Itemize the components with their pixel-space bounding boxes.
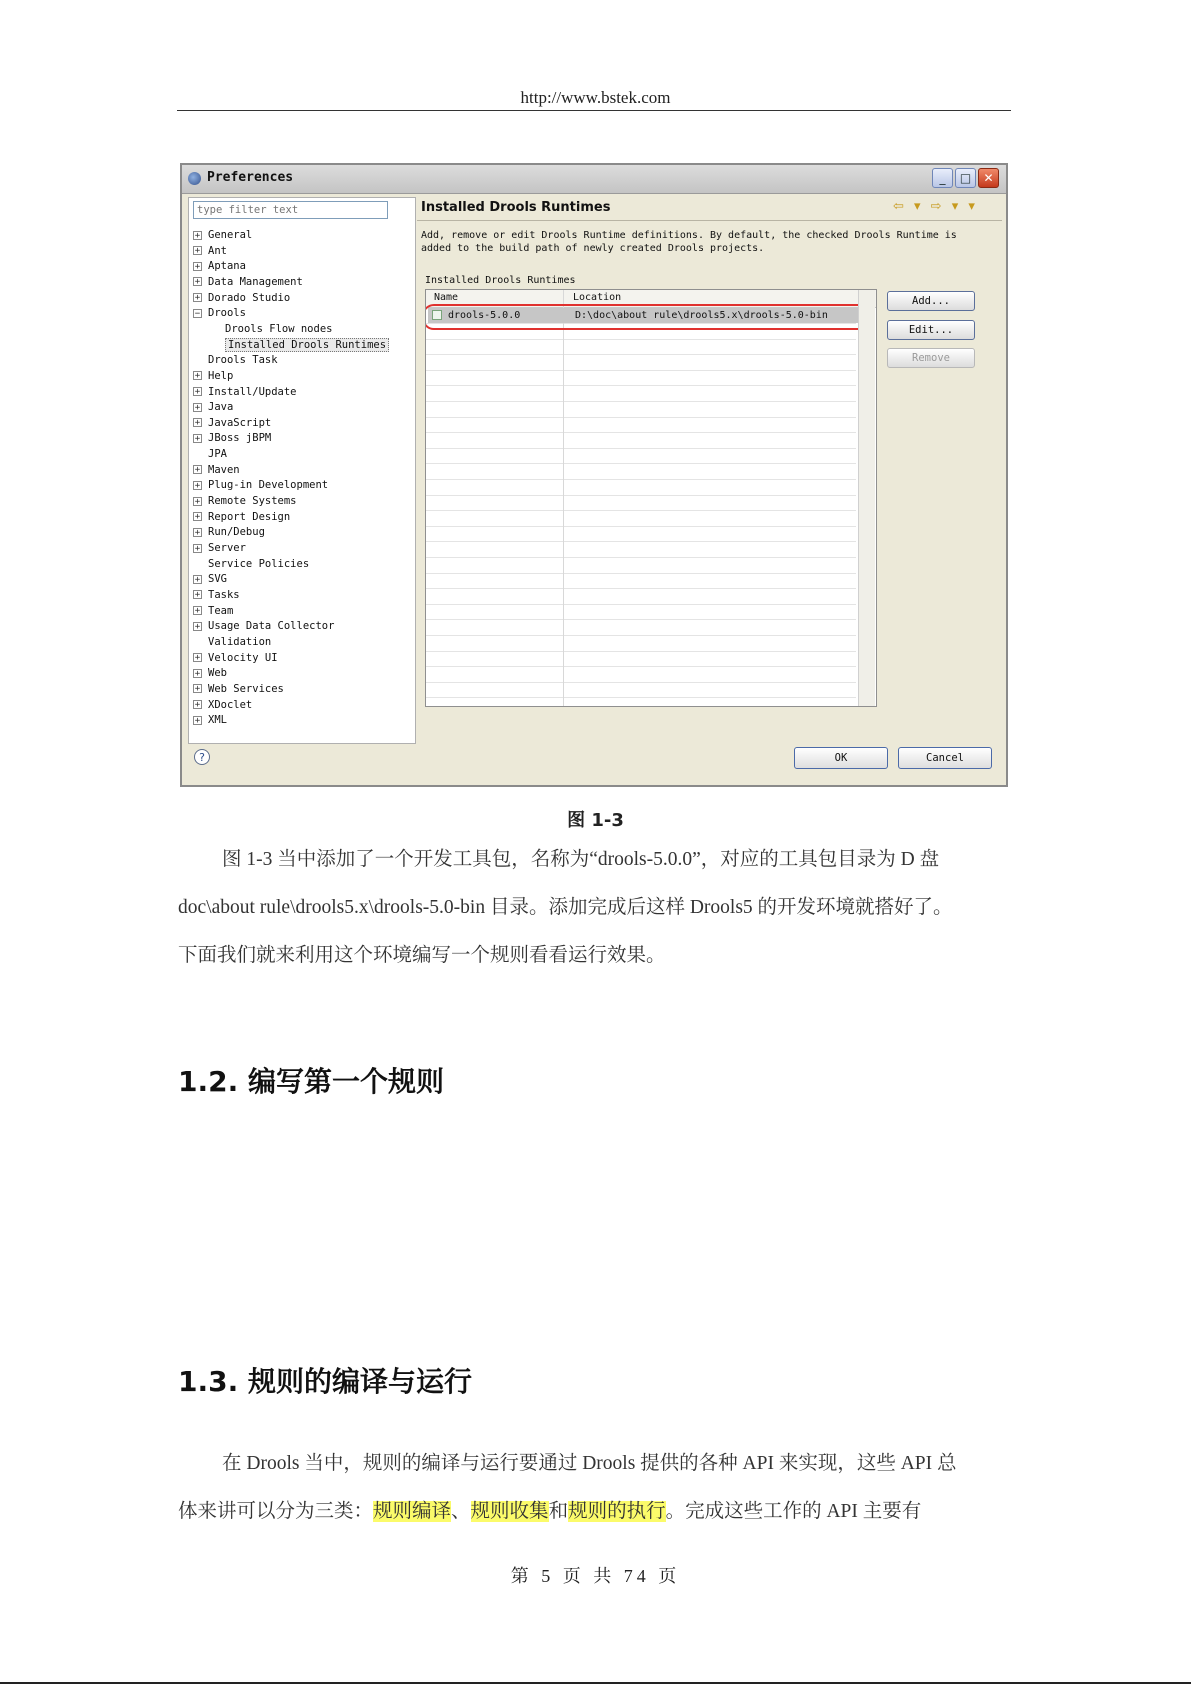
tree-item-label: Validation [208,635,272,648]
tree-item[interactable] [193,228,252,243]
paragraph-line: doc\about rule\drools5.x\drools-5.0-bin 目录。添加完成后这样 Drools5 的开发环境就搭好了。 [178,897,953,918]
expand-icon[interactable]: + [194,700,201,710]
expand-icon[interactable]: + [194,590,201,601]
figure-caption: 图 1-3 [567,810,624,831]
vertical-scrollbar[interactable] [858,290,875,706]
expand-icon[interactable]: + [194,261,201,272]
tree-item-label: Team [208,604,234,617]
table-gridline [426,666,856,667]
tree-item[interactable] [193,291,290,306]
expand-icon[interactable]: + [194,715,201,726]
tree-item[interactable] [193,275,303,290]
section-heading: 1.2. 编写第一个规则 [178,1065,444,1098]
tree-item-label: Server [208,542,246,554]
table-gridline [426,697,856,698]
preferences-tree-pane [188,197,416,744]
highlighted-term: 规则收集 [470,1501,549,1522]
table-gridline [426,604,856,605]
tree-item-label: SVG [208,573,227,586]
page-footer: 第 5 页 共 74 页 [510,1566,681,1586]
tree-item[interactable] [193,431,271,446]
tree-item[interactable] [193,447,227,462]
table-gridline [426,588,856,589]
tree-item-label: XML [208,714,227,727]
tree-item[interactable] [193,369,233,384]
tree-item-label: JBoss jBPM [208,432,272,445]
remove-button[interactable]: Remove [887,348,975,368]
eclipse-icon [188,172,201,185]
tree-item-label: General [208,229,253,241]
history-nav-icon[interactable]: ⇦ ▾ ⇨ ▾ ▾ [893,199,978,214]
table-gridline [426,635,856,636]
expand-icon[interactable]: + [194,621,201,632]
column-header-name[interactable]: Name [434,292,459,303]
runtimes-table [425,289,877,707]
expand-icon[interactable]: + [194,574,201,585]
text-run: 和 [548,1501,569,1522]
tree-item-label: Help [208,369,234,382]
expand-icon[interactable]: + [194,543,201,554]
table-gridline [426,651,856,652]
page-description [421,229,991,255]
table-gridline [426,495,856,496]
highlight-ring [425,304,872,330]
tree-item[interactable] [193,353,278,368]
tree-item-label: Data Management [208,275,303,288]
table-gridline [426,479,856,480]
tree-item[interactable] [193,525,265,540]
tree-item[interactable] [193,682,284,697]
maximize-button[interactable]: □ [955,168,976,188]
runtimes-page [417,197,1002,742]
tree-item-label: Installed Drools Runtimes [225,338,389,352]
tree-item[interactable] [193,244,227,259]
tree-item[interactable] [225,322,332,337]
table-row[interactable] [428,308,858,323]
highlighted-term: 规则的执行 [568,1501,666,1522]
table-gridline [426,370,856,371]
preferences-window [180,163,1008,787]
expand-icon[interactable]: + [194,606,201,617]
tree-item[interactable] [193,259,246,274]
tree-item-label: Drools [208,307,246,320]
table-gridline [426,354,856,355]
table-gridline [426,619,856,620]
tree-item-label: Java [208,401,234,414]
tree-item-label: Report Design [208,510,291,523]
expand-icon[interactable]: + [194,653,201,664]
paragraph-line: 图 1-3 当中添加了一个开发工具包，名称为“drools-5.0.0”，对应的工具包目录为 D 盘 [222,849,940,870]
text-run: 。完成这些工作的 API 主要有 [665,1501,922,1522]
section-heading: 1.3. 规则的编译与运行 [178,1365,472,1398]
tree-item[interactable] [193,400,233,415]
tree-item[interactable] [193,557,309,572]
tree-item-label: Aptana [208,260,246,273]
runtime-location: D:\doc\about rule\drools5.x\drools-5.0-bin [575,310,828,321]
expand-icon[interactable]: + [194,387,201,397]
tree-item[interactable] [193,416,271,431]
heading-divider [417,220,1002,221]
expand-icon[interactable]: + [194,480,201,491]
table-gridline [426,541,856,542]
table-gridline [426,432,856,433]
tree-item[interactable] [193,635,271,650]
table-gridline [426,401,856,402]
tree-item-label: Remote Systems [208,495,297,508]
tree-item[interactable] [193,463,240,478]
edit-button[interactable]: Edit... [887,320,975,340]
tree-item[interactable] [193,619,334,634]
text-run: 、 [451,1501,471,1522]
tree-item-label: Drools Flow nodes [225,322,333,335]
tree-item-label: Service Policies [208,557,310,570]
tree-item-label: Velocity UI [208,651,278,664]
tree-item[interactable] [193,478,328,493]
expand-icon[interactable]: + [194,527,201,538]
column-separator [563,290,564,706]
table-gridline [426,417,856,418]
filter-input[interactable] [193,201,388,219]
expand-icon[interactable]: + [194,402,201,413]
column-header-location[interactable]: Location [573,292,622,303]
tree-item[interactable] [193,572,227,587]
paragraph-line [178,1495,1010,1523]
tree-item[interactable] [193,698,252,713]
text-run: 体来讲可以分为三类： [178,1501,374,1522]
expand-icon[interactable]: + [194,512,201,523]
expand-icon[interactable]: + [194,668,201,679]
table-gridline [426,385,856,386]
table-gridline [426,557,856,558]
tree-item[interactable] [193,604,233,619]
description-line: Add, remove or edit Drools Runtime definitions. By default, the checked Drools Runtime is [421,230,957,241]
runtime-name: drools-5.0.0 [448,310,521,321]
expand-icon[interactable]: + [194,246,201,257]
expand-icon[interactable]: + [194,496,201,507]
tree-item[interactable] [193,713,227,728]
bottom-rule [0,1682,1191,1684]
window-title: Preferences [207,170,294,185]
tree-item-label: JavaScript [208,416,272,429]
title-bar [182,165,1006,194]
expand-icon[interactable]: + [194,277,201,288]
tree-item-label: Install/Update [208,385,297,398]
tree-item-label: Usage Data Collector [208,620,335,633]
ok-button[interactable]: OK [794,747,888,769]
tree-item[interactable] [193,588,240,603]
description-line: added to the build path of newly created Drools projects. [421,243,765,254]
close-button[interactable]: ✕ [978,168,999,188]
tree-item[interactable] [225,338,389,353]
tree-item-label: Plug-in Development [208,479,329,492]
table-label: Installed Drools Runtimes [425,275,576,286]
help-icon[interactable]: ? [194,749,210,765]
tree-item-label: Drools Task [208,354,278,367]
table-gridline [426,463,856,464]
tree-item-label: JPA [208,448,227,461]
table-gridline [426,510,856,511]
table-gridline [426,526,856,527]
tree-item-label: Web [208,667,227,680]
tree-item[interactable] [193,385,297,400]
page-title: Installed Drools Runtimes [421,200,611,215]
tree-item[interactable] [193,494,297,509]
paragraph-line: 下面我们就来利用这个环境编写一个规则看看运行效果。 [178,945,666,966]
tree-item-label: Tasks [208,588,240,601]
tree-item-label: XDoclet [208,698,253,711]
add-button[interactable]: Add... [887,291,975,311]
tree-item[interactable] [193,666,227,681]
tree-item[interactable] [193,651,278,666]
expand-icon[interactable]: + [194,418,201,429]
table-gridline [426,682,856,683]
expand-icon[interactable]: + [194,371,201,382]
table-gridline [426,339,856,340]
header-rule [177,110,1011,111]
expand-icon[interactable]: + [194,433,201,444]
collapse-icon[interactable]: − [194,308,201,319]
tree-item-label: Run/Debug [208,526,265,539]
highlighted-term: 规则编译 [373,1501,452,1522]
tree-item[interactable] [193,541,246,556]
expand-icon[interactable]: + [194,465,201,476]
tree-item-label: Ant [208,244,227,257]
table-gridline [426,448,856,449]
minimize-button[interactable]: _ [932,168,953,188]
table-gridline [426,573,856,574]
paragraph-line: 在 Drools 当中，规则的编译与运行要通过 Drools 提供的各种 API 来实现，这些 API 总 [222,1453,957,1474]
tree-item[interactable] [193,306,246,321]
tree-item-label: Maven [208,463,240,476]
expand-icon[interactable]: + [194,293,201,304]
tree-item-label: Web Services [208,682,284,695]
expand-icon[interactable]: + [194,684,201,695]
expand-icon[interactable]: + [194,230,201,241]
tree-item[interactable] [193,510,290,525]
tree-item-label: Dorado Studio [208,291,291,304]
header-url: http://www.bstek.com [520,88,671,107]
cancel-button[interactable]: Cancel [898,747,992,769]
